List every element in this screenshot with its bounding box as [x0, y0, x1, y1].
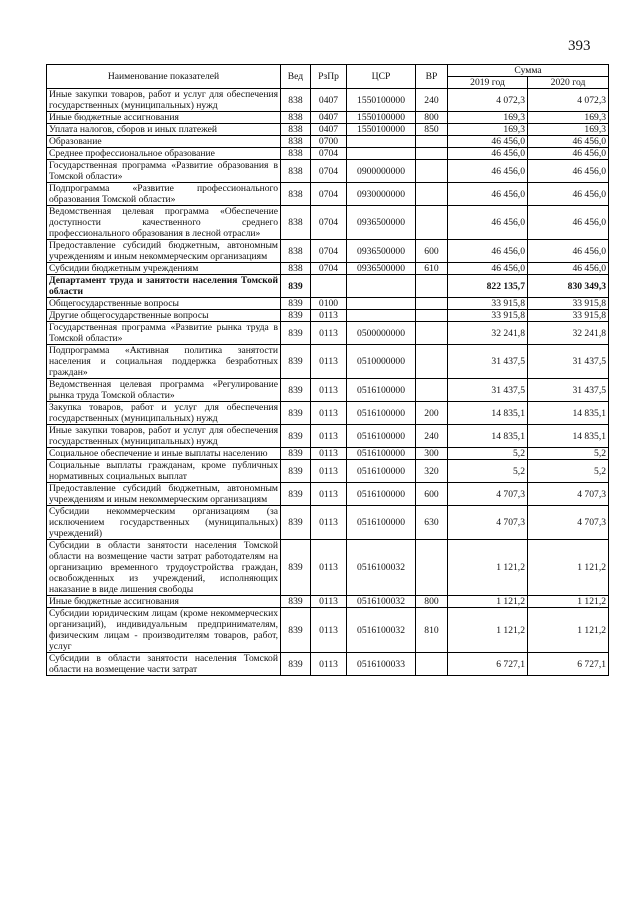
cell-name: Иные бюджетные ассигнования — [47, 112, 281, 124]
cell-rzpr: 0113 — [311, 540, 347, 596]
cell-2019: 14 835,1 — [448, 402, 528, 425]
cell-2019: 4 707,3 — [448, 483, 528, 506]
cell-name: Субсидии в области занятости населения Томской области на возмещение части затрат работодателям на организацию временного трудоустройства граждан, освобожденных из учреждений, исполняющих наказание в виде лишения свободы — [47, 540, 281, 596]
cell-vr — [416, 540, 448, 596]
cell-rzpr: 0407 — [311, 89, 347, 112]
cell-name: Подпрограмма «Развитие профессионального образования Томской области» — [47, 183, 281, 206]
cell-ved: 839 — [281, 345, 311, 379]
cell-ved: 839 — [281, 425, 311, 448]
cell-vr — [416, 136, 448, 148]
header-vr: ВР — [416, 65, 448, 89]
cell-2020: 31 437,5 — [528, 379, 609, 402]
cell-rzpr: 0704 — [311, 263, 347, 275]
cell-rzpr: 0113 — [311, 483, 347, 506]
cell-name: Субсидии в области занятости населения Томской области на возмещение части затрат — [47, 653, 281, 676]
table-row — [47, 379, 609, 402]
cell-name: Ведомственная целевая программа «Обеспечение доступности качественного среднего профессионального образования в лесной отрасли» — [47, 206, 281, 240]
cell-ved: 839 — [281, 460, 311, 483]
cell-2019: 46 456,0 — [448, 160, 528, 183]
cell-vr: 300 — [416, 448, 448, 460]
cell-rzpr: 0113 — [311, 345, 347, 379]
cell-2019: 169,3 — [448, 124, 528, 136]
table-row — [47, 402, 609, 425]
cell-2019: 32 241,8 — [448, 322, 528, 345]
cell-name: Уплата налогов, сборов и иных платежей — [47, 124, 281, 136]
cell-ved: 839 — [281, 275, 311, 298]
cell-vr — [416, 275, 448, 298]
table-row — [47, 460, 609, 483]
cell-ved: 839 — [281, 298, 311, 310]
cell-csr: 0936500000 — [347, 263, 416, 275]
cell-name: Закупка товаров, работ и услуг для обеспечения государственных (муниципальных) нужд — [47, 402, 281, 425]
cell-name: Иные закупки товаров, работ и услуг для обеспечения государственных (муниципальных) нужд — [47, 89, 281, 112]
table-row — [47, 298, 609, 310]
cell-2019: 31 437,5 — [448, 379, 528, 402]
cell-ved: 838 — [281, 160, 311, 183]
cell-2019: 46 456,0 — [448, 240, 528, 263]
cell-2020: 46 456,0 — [528, 160, 609, 183]
cell-2020: 4 072,3 — [528, 89, 609, 112]
cell-rzpr: 0113 — [311, 460, 347, 483]
cell-vr — [416, 148, 448, 160]
cell-vr — [416, 345, 448, 379]
cell-2020: 46 456,0 — [528, 148, 609, 160]
cell-2020: 33 915,8 — [528, 298, 609, 310]
cell-2020: 46 456,0 — [528, 183, 609, 206]
cell-rzpr: 0113 — [311, 425, 347, 448]
cell-csr: 0510000000 — [347, 345, 416, 379]
cell-vr: 800 — [416, 596, 448, 608]
cell-ved: 838 — [281, 263, 311, 275]
cell-csr: 1550100000 — [347, 112, 416, 124]
cell-2019: 4 072,3 — [448, 89, 528, 112]
cell-2019: 46 456,0 — [448, 136, 528, 148]
cell-vr — [416, 653, 448, 676]
header-sum: Сумма — [448, 65, 609, 77]
cell-2020: 830 349,3 — [528, 275, 609, 298]
cell-rzpr: 0704 — [311, 206, 347, 240]
cell-2020: 1 121,2 — [528, 608, 609, 653]
cell-name: Социальное обеспечение и иные выплаты населению — [47, 448, 281, 460]
table-row — [47, 275, 609, 298]
cell-2019: 169,3 — [448, 112, 528, 124]
table-row — [47, 183, 609, 206]
cell-name: Предоставление субсидий бюджетным, автономным учреждениям и иным некоммерческим организациям — [47, 240, 281, 263]
cell-rzpr: 0704 — [311, 148, 347, 160]
cell-name: Государственная программа «Развитие рынка труда в Томской области» — [47, 322, 281, 345]
cell-csr: 0516100000 — [347, 402, 416, 425]
budget-table — [46, 64, 609, 676]
cell-rzpr: 0407 — [311, 124, 347, 136]
cell-2020: 33 915,8 — [528, 310, 609, 322]
cell-2020: 46 456,0 — [528, 240, 609, 263]
cell-2020: 31 437,5 — [528, 345, 609, 379]
cell-2020: 1 121,2 — [528, 596, 609, 608]
table-row — [47, 506, 609, 540]
cell-vr — [416, 160, 448, 183]
cell-name: Департамент труда и занятости населения Томской области — [47, 275, 281, 298]
cell-2019: 5,2 — [448, 448, 528, 460]
table-row — [47, 483, 609, 506]
cell-2019: 6 727,1 — [448, 653, 528, 676]
cell-csr — [347, 310, 416, 322]
cell-2019: 4 707,3 — [448, 506, 528, 540]
cell-2020: 5,2 — [528, 460, 609, 483]
table-row — [47, 425, 609, 448]
page-number: 393 — [568, 38, 591, 54]
table-row — [47, 608, 609, 653]
cell-csr — [347, 136, 416, 148]
cell-ved: 838 — [281, 206, 311, 240]
cell-rzpr: 0113 — [311, 608, 347, 653]
cell-vr: 610 — [416, 263, 448, 275]
cell-2020: 169,3 — [528, 112, 609, 124]
cell-ved: 838 — [281, 240, 311, 263]
cell-rzpr: 0113 — [311, 506, 347, 540]
cell-rzpr: 0704 — [311, 183, 347, 206]
cell-2020: 46 456,0 — [528, 263, 609, 275]
cell-name: Субсидии бюджетным учреждениям — [47, 263, 281, 275]
cell-vr: 200 — [416, 402, 448, 425]
cell-name: Иные закупки товаров, работ и услуг для обеспечения государственных (муниципальных) нужд — [47, 425, 281, 448]
table-row — [47, 448, 609, 460]
cell-vr: 850 — [416, 124, 448, 136]
cell-ved: 838 — [281, 148, 311, 160]
cell-ved: 838 — [281, 183, 311, 206]
cell-rzpr: 0704 — [311, 240, 347, 263]
cell-2020: 46 456,0 — [528, 206, 609, 240]
cell-ved: 838 — [281, 112, 311, 124]
table-row — [47, 263, 609, 275]
cell-ved: 839 — [281, 483, 311, 506]
cell-csr: 0500000000 — [347, 322, 416, 345]
cell-name: Другие общегосударственные вопросы — [47, 310, 281, 322]
cell-csr: 0930000000 — [347, 183, 416, 206]
table-row — [47, 345, 609, 379]
cell-ved: 839 — [281, 379, 311, 402]
header-2020: 2020 год — [528, 77, 609, 89]
cell-2020: 14 835,1 — [528, 402, 609, 425]
cell-2019: 33 915,8 — [448, 298, 528, 310]
cell-2019: 46 456,0 — [448, 263, 528, 275]
cell-csr: 0516100032 — [347, 608, 416, 653]
cell-2019: 31 437,5 — [448, 345, 528, 379]
header-ved: Вед — [281, 65, 311, 89]
cell-rzpr: 0407 — [311, 112, 347, 124]
cell-ved: 839 — [281, 310, 311, 322]
cell-ved: 838 — [281, 124, 311, 136]
cell-rzpr: 0113 — [311, 310, 347, 322]
cell-vr — [416, 379, 448, 402]
cell-vr: 240 — [416, 425, 448, 448]
cell-rzpr: 0100 — [311, 298, 347, 310]
cell-name: Предоставление субсидий бюджетным, автономным учреждениям и иным некоммерческим организациям — [47, 483, 281, 506]
header-csr: ЦСР — [347, 65, 416, 89]
cell-2020: 1 121,2 — [528, 540, 609, 596]
cell-csr — [347, 298, 416, 310]
cell-2019: 1 121,2 — [448, 540, 528, 596]
cell-vr: 600 — [416, 240, 448, 263]
cell-ved: 838 — [281, 136, 311, 148]
cell-name: Общегосударственные вопросы — [47, 298, 281, 310]
cell-vr: 810 — [416, 608, 448, 653]
cell-ved: 839 — [281, 608, 311, 653]
cell-ved: 838 — [281, 89, 311, 112]
cell-rzpr: 0113 — [311, 322, 347, 345]
cell-vr: 240 — [416, 89, 448, 112]
cell-csr: 0516100000 — [347, 448, 416, 460]
cell-vr: 630 — [416, 506, 448, 540]
cell-2020: 169,3 — [528, 124, 609, 136]
header-rzpr: РзПр — [311, 65, 347, 89]
cell-vr: 600 — [416, 483, 448, 506]
cell-2020: 14 835,1 — [528, 425, 609, 448]
cell-ved: 839 — [281, 506, 311, 540]
cell-csr: 0516100032 — [347, 596, 416, 608]
cell-rzpr: 0113 — [311, 448, 347, 460]
cell-csr: 0516100000 — [347, 379, 416, 402]
cell-vr — [416, 322, 448, 345]
table-row — [47, 206, 609, 240]
table-row — [47, 124, 609, 136]
cell-csr: 0936500000 — [347, 206, 416, 240]
cell-vr — [416, 310, 448, 322]
table-row — [47, 240, 609, 263]
cell-2019: 5,2 — [448, 460, 528, 483]
cell-rzpr: 0704 — [311, 160, 347, 183]
cell-2020: 4 707,3 — [528, 506, 609, 540]
cell-2019: 822 135,7 — [448, 275, 528, 298]
table-row — [47, 540, 609, 596]
cell-csr: 0516100000 — [347, 483, 416, 506]
cell-name: Подпрограмма «Активная политика занятости населения и социальная поддержка безработных граждан» — [47, 345, 281, 379]
cell-name: Среднее профессиональное образование — [47, 148, 281, 160]
cell-csr: 0516100032 — [347, 540, 416, 596]
cell-2019: 1 121,2 — [448, 608, 528, 653]
cell-vr — [416, 183, 448, 206]
cell-csr: 0516100000 — [347, 460, 416, 483]
cell-2019: 46 456,0 — [448, 206, 528, 240]
cell-csr — [347, 275, 416, 298]
table-row — [47, 596, 609, 608]
cell-name: Социальные выплаты гражданам, кроме публичных нормативных социальных выплат — [47, 460, 281, 483]
cell-name: Государственная программа «Развитие образования в Томской области» — [47, 160, 281, 183]
cell-ved: 839 — [281, 653, 311, 676]
cell-2019: 14 835,1 — [448, 425, 528, 448]
table-row — [47, 322, 609, 345]
cell-csr: 0516100000 — [347, 506, 416, 540]
cell-vr — [416, 298, 448, 310]
cell-csr: 0516100000 — [347, 425, 416, 448]
cell-ved: 839 — [281, 540, 311, 596]
cell-2020: 6 727,1 — [528, 653, 609, 676]
table-row — [47, 148, 609, 160]
cell-csr: 0936500000 — [347, 240, 416, 263]
table-row — [47, 310, 609, 322]
cell-vr — [416, 206, 448, 240]
cell-vr: 800 — [416, 112, 448, 124]
cell-2019: 33 915,8 — [448, 310, 528, 322]
cell-2019: 46 456,0 — [448, 183, 528, 206]
cell-rzpr: 0113 — [311, 596, 347, 608]
table-row — [47, 160, 609, 183]
cell-csr: 0516100033 — [347, 653, 416, 676]
cell-rzpr: 0113 — [311, 653, 347, 676]
cell-name: Субсидии юридическим лицам (кроме некоммерческих организаций), индивидуальным предпринимателям, физическим лицам - производителям товаров, работ, услуг — [47, 608, 281, 653]
cell-rzpr: 0700 — [311, 136, 347, 148]
cell-rzpr: 0113 — [311, 402, 347, 425]
table-row — [47, 112, 609, 124]
cell-rzpr — [311, 275, 347, 298]
cell-vr: 320 — [416, 460, 448, 483]
cell-2020: 46 456,0 — [528, 136, 609, 148]
cell-ved: 839 — [281, 402, 311, 425]
header-name: Наименование показателей — [47, 65, 281, 89]
table-row — [47, 653, 609, 676]
cell-csr: 1550100000 — [347, 124, 416, 136]
cell-name: Иные бюджетные ассигнования — [47, 596, 281, 608]
cell-csr — [347, 148, 416, 160]
table-row — [47, 89, 609, 112]
cell-2020: 32 241,8 — [528, 322, 609, 345]
cell-ved: 839 — [281, 322, 311, 345]
cell-2020: 4 707,3 — [528, 483, 609, 506]
cell-name: Образование — [47, 136, 281, 148]
table-body — [47, 89, 609, 676]
cell-csr: 1550100000 — [347, 89, 416, 112]
cell-2019: 1 121,2 — [448, 596, 528, 608]
cell-2019: 46 456,0 — [448, 148, 528, 160]
cell-ved: 839 — [281, 596, 311, 608]
cell-csr: 0900000000 — [347, 160, 416, 183]
cell-2020: 5,2 — [528, 448, 609, 460]
cell-ved: 839 — [281, 448, 311, 460]
cell-rzpr: 0113 — [311, 379, 347, 402]
cell-name: Ведомственная целевая программа «Регулирование рынка труда Томской области» — [47, 379, 281, 402]
table-row — [47, 136, 609, 148]
header-2019: 2019 год — [448, 77, 528, 89]
cell-name: Субсидии некоммерческим организациям (за исключением государственных (муниципальных) учреждений) — [47, 506, 281, 540]
